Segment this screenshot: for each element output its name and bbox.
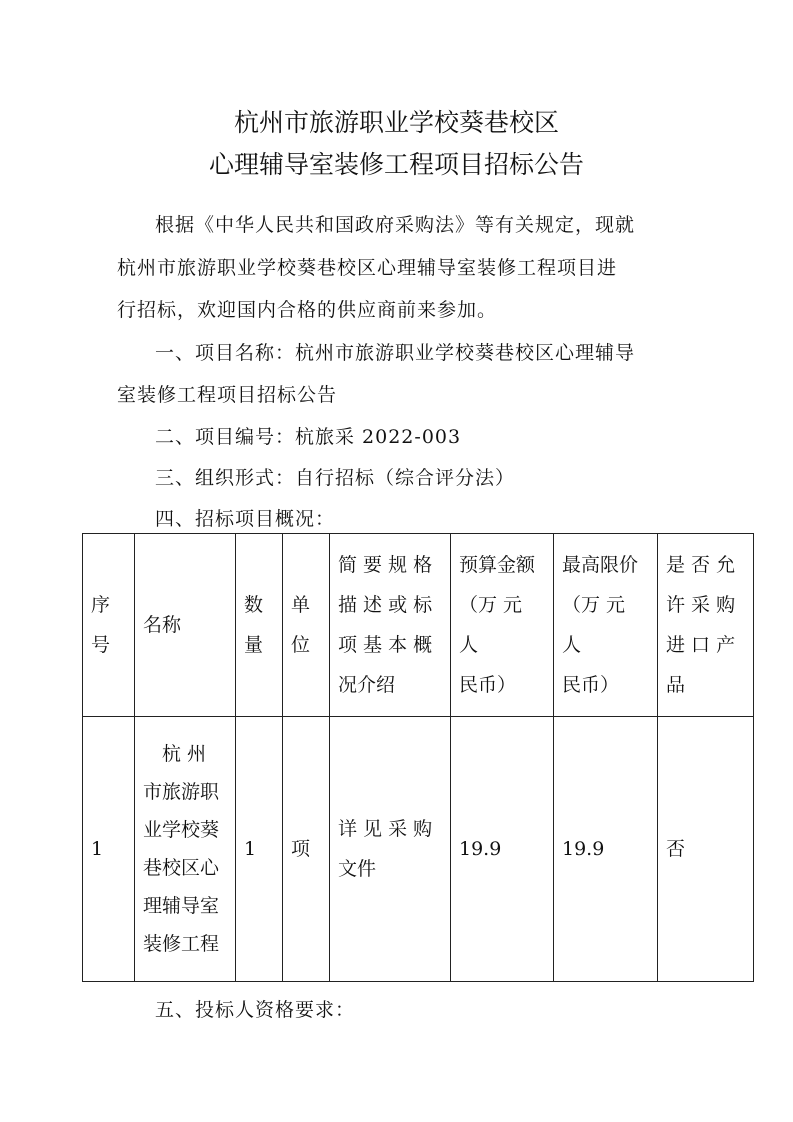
header-budget <box>451 534 554 717</box>
section-1-line-2: 室装修工程项目招标公告 <box>117 384 338 406</box>
intro-line-2: 杭州市旅游职业学校葵巷校区心理辅导室装修工程项目进 <box>117 257 618 279</box>
cell-desc-1: 详 见 采 购 <box>338 818 433 840</box>
cell-unit: 项 <box>283 717 330 982</box>
header-import-3: 进 口 产 <box>666 634 736 656</box>
header-desc-2: 描 述 或 标 <box>338 594 433 616</box>
intro-line-3: 行招标，欢迎国内合格的供应商前来参加。 <box>117 299 498 321</box>
header-unit-2: 位 <box>291 634 311 656</box>
header-maxprice-2: （万 元 人 <box>562 594 626 656</box>
cell-maxprice: 19.9 <box>554 717 658 982</box>
header-desc-4: 况介绍 <box>338 674 396 696</box>
header-desc-3: 项 基 本 概 <box>338 634 433 656</box>
cell-qty: 1 <box>236 717 283 982</box>
header-import <box>658 534 754 717</box>
header-import-2: 许 采 购 <box>666 594 736 616</box>
table-header-row <box>83 534 754 717</box>
cell-name-5: 理辅导室 <box>143 895 220 917</box>
table-row <box>83 717 754 982</box>
header-desc-1: 简 要 规 格 <box>338 554 433 576</box>
title-line-2: 心理辅导室装修工程项目招标公告 <box>208 150 584 179</box>
header-import-4: 品 <box>666 674 686 696</box>
header-budget-1: 预算金额 <box>459 554 536 576</box>
section-4: 四、招标项目概况： <box>155 508 336 530</box>
intro-line-1: 根据《中华人民共和国政府采购法》等有关规定，现就 <box>155 214 636 236</box>
cell-name-3: 业学校葵 <box>143 819 220 841</box>
header-unit-1: 单 <box>291 594 311 616</box>
header-seq-2: 号 <box>91 634 111 656</box>
header-maxprice-1: 最高限价 <box>562 554 639 576</box>
cell-seq: 1 <box>83 717 135 982</box>
cell-import: 否 <box>658 717 754 982</box>
section-5: 五、投标人资格要求： <box>155 999 356 1021</box>
cell-name-6: 装修工程 <box>143 933 220 955</box>
project-table <box>82 533 754 982</box>
cell-name <box>135 717 236 982</box>
cell-name-2: 市旅游职 <box>143 781 220 803</box>
title-line-1: 杭州市旅游职业学校葵巷校区 <box>233 108 559 137</box>
cell-desc-2: 文件 <box>338 858 377 880</box>
header-seq-1: 序 <box>91 594 111 616</box>
header-import-1: 是 否 允 <box>666 554 736 576</box>
header-name: 名称 <box>135 534 236 717</box>
section-3: 三、组织形式：自行招标（综合评分法） <box>155 467 516 489</box>
section-1-line-1: 一、项目名称：杭州市旅游职业学校葵巷校区心理辅导 <box>155 342 636 364</box>
header-desc <box>330 534 451 717</box>
cell-name-4: 巷校区心 <box>143 857 220 879</box>
header-budget-2: （万 元 人 <box>459 594 523 656</box>
cell-budget: 19.9 <box>451 717 554 982</box>
header-maxprice <box>554 534 658 717</box>
header-seq <box>83 534 135 717</box>
header-unit <box>283 534 330 717</box>
header-budget-3: 民币） <box>459 674 517 696</box>
header-qty-1: 数 <box>244 594 264 616</box>
cell-desc <box>330 717 451 982</box>
cell-name-1: 杭 州 <box>143 743 207 765</box>
header-qty <box>236 534 283 717</box>
header-maxprice-3: 民币） <box>562 674 620 696</box>
header-qty-2: 量 <box>244 634 264 656</box>
section-2: 二、项目编号：杭旅采 2022-003 <box>155 426 462 448</box>
